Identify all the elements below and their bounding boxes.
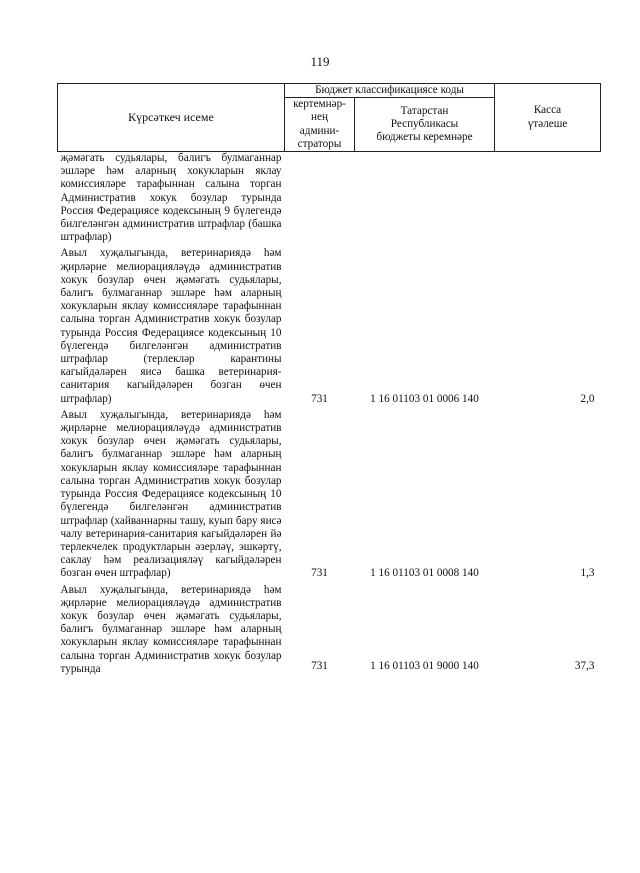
row-revenue-code: 1 16 01103 01 0008 140	[370, 567, 479, 580]
row-revenue-code: 1 16 01103 01 0006 140	[370, 392, 479, 405]
header-admin-text: кертемнәр- нең админи- страторы	[293, 98, 346, 150]
header-cash-text: Касса үтәлеше	[527, 104, 568, 130]
row-revenue-code	[355, 152, 495, 248]
table-row	[58, 247, 601, 408]
row-admin-code: 731	[311, 392, 328, 405]
table-row	[58, 152, 601, 248]
header-budget-classification: Бюджет классификациясе коды	[285, 84, 495, 98]
table-row	[58, 409, 601, 584]
table-header	[58, 84, 601, 152]
row-revenue-code: 1 16 01103 01 9000 140	[370, 659, 479, 672]
header-revenue-code	[355, 98, 495, 152]
row-description: Авыл хуҗалыгында, ветеринариядә һәм җирләрне мелиорацияләүдә административ хокук бозулар өчен җәмәгать судьялары, балигъ булмаганнар эшләре һәм аларның хокукларын яклау комиссияләре тарафыннан салына торган Административ хокук бозулар турында Россия Федерациясе кодексының 10 бүлегендә билгеләнгән административ штрафлар (терлекләр карантины кагыйдәләрен яисә башка ветеринария-санитария кагыйдәләрен бозган өчен штрафлар)	[60, 247, 282, 405]
row-description: Авыл хуҗалыгында, ветеринариядә һәм җирләрне мелиорацияләүдә административ хокук бозулар өчен җәмәгать судьялары, балигъ булмаганнар эшләре һәм аларның хокукларын яклау комиссияләре тарафыннан салына торган Административ хокук бозулар турында	[60, 583, 282, 675]
budget-table	[57, 83, 601, 676]
row-admin-code: 731	[311, 659, 328, 672]
page-number: 119	[310, 54, 330, 69]
row-description: Авыл хуҗалыгында, ветеринариядә һәм җирләрне мелиорацияләүдә административ хокук бозулар өчен җәмәгать судьялары, балигъ булмаганнар эшләре һәм аларның хокукларын яклау комиссияләре тарафыннан салына торган Административ хокук бозулар турында Россия Федерациясе кодексының 10 бүлегендә билгеләнгән административ штрафлар (хайваннарны ташу, куып бару яисә чалу ветеринария-санитария кагыйдәләрен йә терлекчелек продуктларын әзерләү, эшкәртү, саклау һәм реализацияләү кагыйдәләрен бозган өчен штрафлар)	[60, 408, 282, 580]
header-code-text: Татарстан Республикасы бюджеты керемнәре	[376, 104, 473, 144]
row-cash-value: 2,0	[580, 392, 595, 405]
row-description: җәмәгать судьялары, балигъ булмаганнар эшләре һәм аларның хокукларын яклау комиссияләре тарафыннан салына торган Административ хокук бозулар турында Россия Федерациясе кодексының 9 бүлегендә билгеләнгән административ штрафлар (башка штрафлар)	[60, 152, 282, 244]
header-revenue-administrator	[285, 98, 355, 152]
table-row	[58, 584, 601, 676]
header-cash-execution	[495, 84, 601, 152]
row-admin-code	[285, 152, 355, 248]
row-cash-value: 1,3	[580, 567, 595, 580]
row-cash-value: 37,3	[574, 659, 595, 672]
row-cash-value	[495, 152, 601, 248]
row-admin-code: 731	[311, 567, 328, 580]
header-indicator-name: Күрсәткеч исеме	[58, 84, 285, 152]
